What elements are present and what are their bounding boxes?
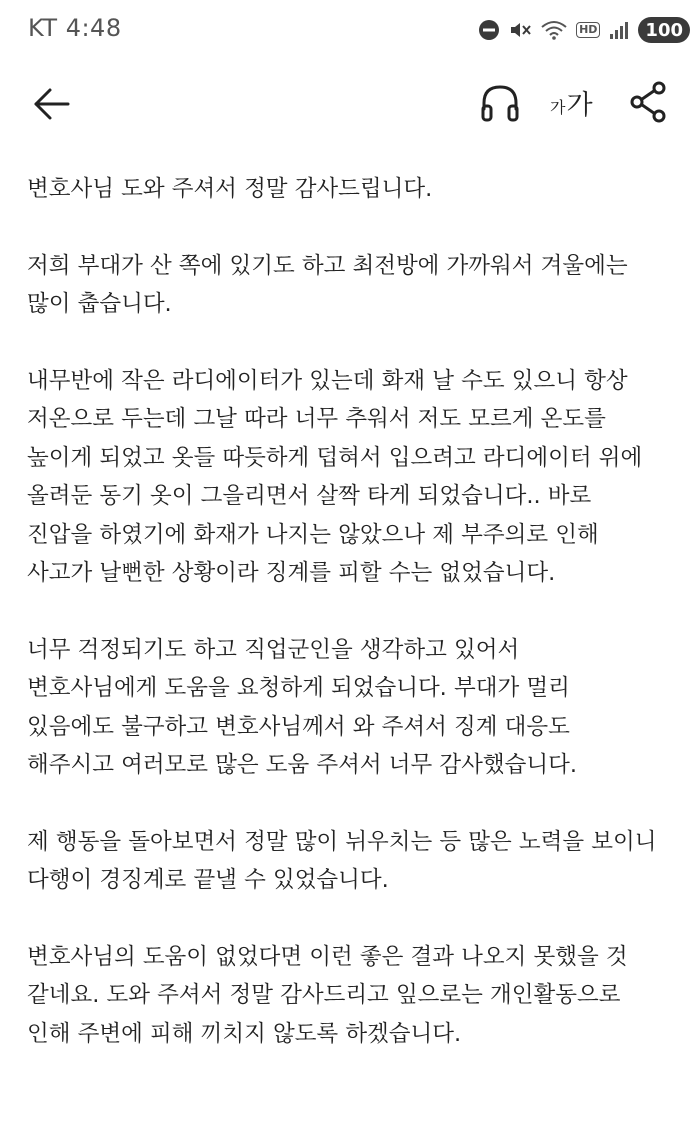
wifi-icon [540,19,568,41]
text-line: 제 행동을 돌아보면서 정말 많이 뉘우치는 등 많은 노력을 보이니 [27,828,657,855]
do-not-disturb-icon [478,19,500,41]
headphones-icon[interactable] [478,79,522,125]
text-line: 저희 부대가 산 쪽에 있기도 하고 최전방에 가까워서 겨울에는 [27,252,628,279]
text-line: 사고가 날뻔한 상황이라 징계를 피할 수는 없었습니다. [27,560,556,586]
signal-icon [608,19,630,41]
back-arrow-icon[interactable] [30,82,74,126]
text-line: 진압을 하였기에 화재가 나지는 않았으나 제 부주의로 인해 [27,521,599,548]
hd-voice-badge: HD [576,22,600,38]
text-line: 너무 걱정되기도 하고 직업군인을 생각하고 있어서 [27,636,520,663]
paragraph [27,170,677,209]
status-icons [478,14,690,46]
share-icon[interactable] [628,80,668,124]
carrier-label: KT [28,14,58,42]
text-line: 변호사님의 도움이 없었다면 이런 좋은 결과 나오지 못했을 것 [27,943,628,970]
battery-level: 100 [645,19,683,41]
battery-indicator [638,17,690,43]
text-line: 변호사님 도와 주셔서 정말 감사드립니다. [27,176,433,202]
text-line: 많이 춥습니다. [27,291,172,317]
app-bar [0,60,700,150]
text-line: 올려둔 동기 옷이 그을리면서 살짝 타게 되었습니다.. 바로 [27,483,592,509]
status-left [28,14,122,42]
font-size-button[interactable] [550,82,593,122]
paragraph [27,362,677,593]
text-line: 높이게 되었고 옷들 따듯하게 덥혀서 입으려고 라디에이터 위에 [27,444,643,471]
clock: 4:48 [65,14,122,42]
paragraph [27,938,677,1054]
text-line: 있음에도 불구하고 변호사님께서 와 주셔서 징계 대응도 [27,713,570,740]
text-line: 저온으로 두는데 그날 따라 너무 추워서 저도 모르게 온도를 [27,406,606,432]
paragraph [27,631,677,785]
status-bar [0,0,700,60]
article-body [27,170,677,1091]
paragraph [27,247,677,324]
font-size-small-label: 가 [550,98,566,117]
text-line: 변호사님에게 도움을 요청하게 되었습니다. 부대가 멀리 [27,675,570,701]
text-line: 같네요. 도와 주셔서 정말 감사드리고 잎으로는 개인활동으로 [27,982,621,1008]
paragraph [27,823,677,900]
text-line: 인해 주변에 피해 끼치지 않도록 하겠습니다. [27,1020,462,1047]
font-size-large-label: 가 [566,90,593,121]
mute-icon [508,19,532,41]
text-line: 해주시고 여러모로 많은 도움 주셔서 너무 감사했습니다. [27,752,577,778]
text-line: 다행이 경징계로 끝낼 수 있었습니다. [27,867,389,893]
text-line: 내무반에 작은 라디에이터가 있는데 화재 날 수도 있으니 항상 [27,367,628,394]
